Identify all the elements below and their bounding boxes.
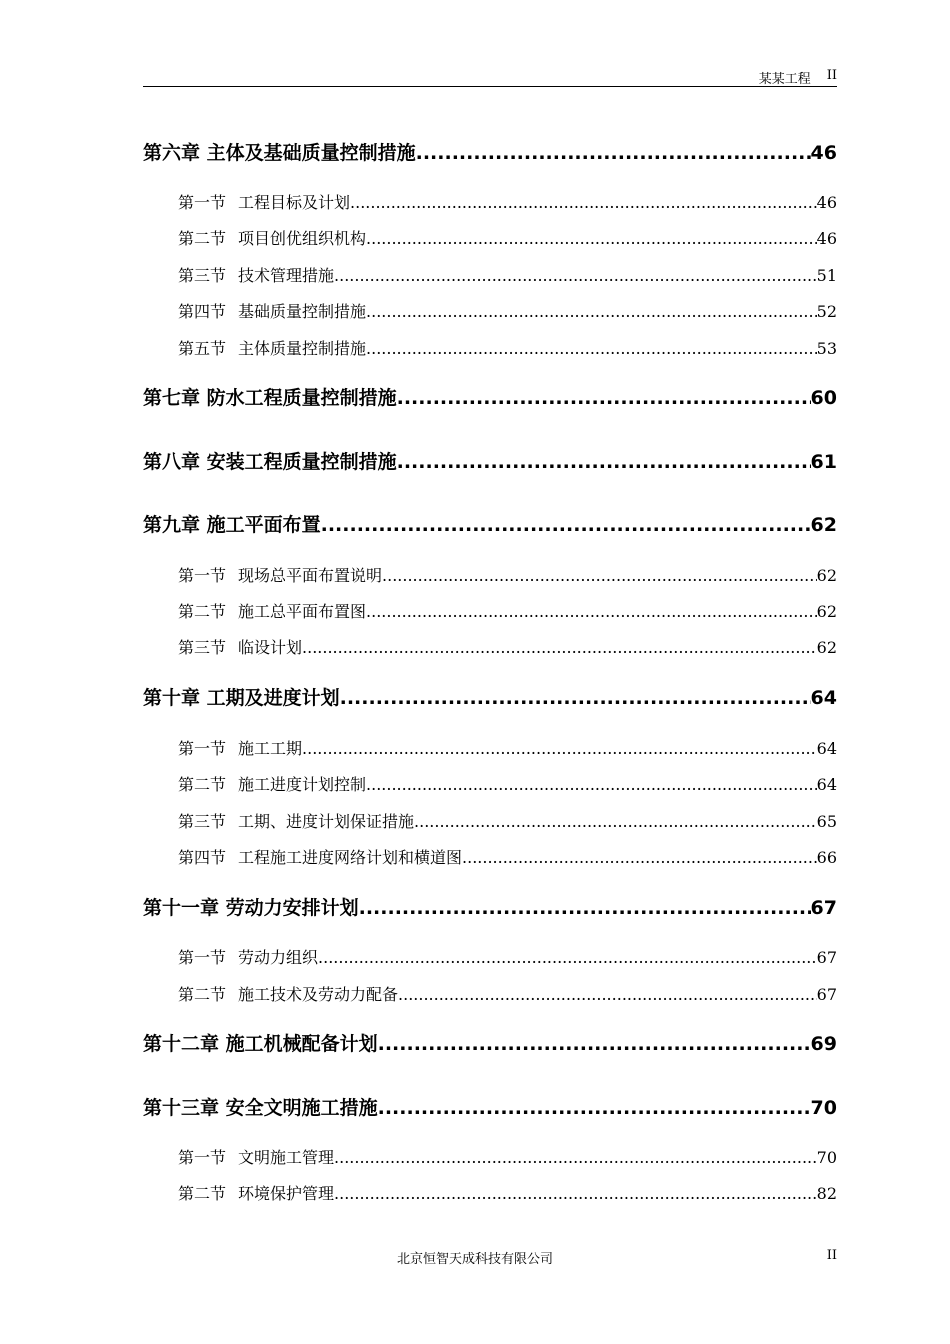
toc-leader [334,266,817,285]
toc-leader [366,775,817,794]
toc-section-number: 第一节 [178,566,227,585]
toc-section-title: 施工技术及劳动力配备 [238,985,399,1004]
toc-section-title: 环境保护管理 [238,1184,335,1203]
toc-page-number: 53 [816,339,837,358]
toc-leader [398,985,817,1004]
header-rule [143,86,837,87]
toc-section-number: 第三节 [178,812,227,831]
toc-leader [366,339,817,358]
toc-chapter-7[interactable] [143,383,837,409]
toc-section-title: 施工进度计划控制 [238,775,367,794]
toc-section-number: 第二节 [178,1184,227,1203]
toc-page-number: 64 [816,775,837,794]
toc-page-number: 67 [816,948,837,967]
toc-leader [378,1097,811,1119]
toc-chapter-label: 第七章 防水工程质量控制措施 [143,387,397,409]
toc-leader [340,687,811,709]
toc-section[interactable] [178,736,837,758]
toc-chapter-11[interactable] [143,893,837,919]
toc-section[interactable] [178,226,837,248]
toc-section-title: 施工总平面布置图 [238,602,367,621]
toc-chapter-label: 第十三章 安全文明施工措施 [143,1097,378,1119]
header-title: 某某工程 [758,72,811,87]
page-header [143,66,837,86]
toc-section-number: 第一节 [178,1148,227,1167]
toc-section-number: 第一节 [178,739,227,758]
toc-section-number: 第二节 [178,602,227,621]
toc-section[interactable] [178,1145,837,1167]
toc-leader [462,848,817,867]
toc-page-number: 46 [816,193,837,212]
toc-section-title: 文明施工管理 [238,1148,335,1167]
toc-page-number: 67 [810,897,837,919]
toc-page-number: 52 [816,302,837,321]
toc-page-number: 70 [816,1148,837,1167]
toc-page-number: 66 [816,848,837,867]
toc-page-number: 62 [810,514,837,536]
footer-company-name: 北京恒智天成科技有限公司 [396,1252,553,1267]
toc-section-title: 现场总平面布置说明 [238,566,383,585]
toc-section[interactable] [178,563,837,585]
toc-section[interactable] [178,299,837,321]
toc-chapter-label: 第十一章 劳动力安排计划 [143,897,359,919]
toc-chapter-12[interactable] [143,1029,837,1055]
toc-page-number: 69 [810,1033,837,1055]
toc-leader [366,229,817,248]
toc-chapter-10[interactable] [143,683,837,709]
toc-section[interactable] [178,772,837,794]
toc-section-title: 劳动力组织 [238,948,319,967]
toc-section[interactable] [178,809,837,831]
toc-page-number: 64 [816,739,837,758]
toc-section-number: 第三节 [178,638,227,657]
toc-page-number: 60 [810,387,837,409]
toc-chapter-8[interactable] [143,447,837,473]
toc-section-number: 第二节 [178,775,227,794]
toc-section-title: 施工工期 [238,739,303,758]
toc-section[interactable] [178,845,837,867]
toc-page-number: 67 [816,985,837,1004]
toc-chapter-label: 第十二章 施工机械配备计划 [143,1033,378,1055]
toc-leader [334,1184,817,1203]
toc-section-number: 第四节 [178,848,227,867]
toc-page-number: 46 [816,229,837,248]
toc-chapter-9[interactable] [143,510,837,536]
header-page-number: II [826,68,837,83]
toc-leader [416,142,811,164]
toc-page-number: 51 [816,266,837,285]
toc-chapter-13[interactable] [143,1093,837,1119]
toc-leader [397,387,811,409]
footer-page-number: II [826,1248,837,1263]
toc-section[interactable] [178,982,837,1004]
toc-section-title: 主体质量控制措施 [238,339,367,358]
toc-chapter-label: 第六章 主体及基础质量控制措施 [143,142,416,164]
toc-leader [366,302,817,321]
toc-leader [378,1033,811,1055]
toc-leader [382,566,817,585]
toc-section-number: 第一节 [178,948,227,967]
toc-section-number: 第二节 [178,229,227,248]
toc-page-number: 70 [810,1097,837,1119]
toc-section[interactable] [178,1181,837,1203]
toc-section-number: 第三节 [178,266,227,285]
toc-leader [397,451,811,473]
toc-section[interactable] [178,635,837,657]
toc-section-number: 第四节 [178,302,227,321]
toc-leader [318,948,817,967]
toc-leader [414,812,817,831]
toc-section[interactable] [178,190,837,212]
toc-section-title: 基础质量控制措施 [238,302,367,321]
toc-page-number: 62 [816,566,837,585]
toc-section-number: 第一节 [178,193,227,212]
toc-section-title: 项目创优组织机构 [238,229,367,248]
toc-chapter-label: 第九章 施工平面布置 [143,514,321,536]
toc-section-title: 工程目标及计划 [238,193,351,212]
toc-page-number: 46 [810,142,837,164]
toc-section-number: 第二节 [178,985,227,1004]
toc-leader [321,514,811,536]
toc-chapter-label: 第十章 工期及进度计划 [143,687,340,709]
toc-chapter-6[interactable] [143,138,837,164]
toc-leader [334,1148,817,1167]
toc-leader [366,602,817,621]
toc-leader [350,193,817,212]
toc-section[interactable] [178,263,837,285]
toc-leader [302,638,817,657]
toc-page-number: 61 [810,451,837,473]
toc-section-title: 工程施工进度网络计划和横道图 [238,848,463,867]
toc-leader [359,897,811,919]
toc-section[interactable] [178,599,837,621]
toc-page-number: 62 [816,602,837,621]
toc-page-number: 82 [816,1184,837,1203]
toc-section-title: 临设计划 [238,638,303,657]
toc-section[interactable] [178,336,837,358]
toc-page-number: 65 [816,812,837,831]
toc-section-number: 第五节 [178,339,227,358]
toc-page-number: 62 [816,638,837,657]
toc-page-number: 64 [810,687,837,709]
toc-section-title: 工期、进度计划保证措施 [238,812,415,831]
toc-section-title: 技术管理措施 [238,266,335,285]
toc-section[interactable] [178,945,837,967]
toc-leader [302,739,817,758]
toc-chapter-label: 第八章 安装工程质量控制措施 [143,451,397,473]
